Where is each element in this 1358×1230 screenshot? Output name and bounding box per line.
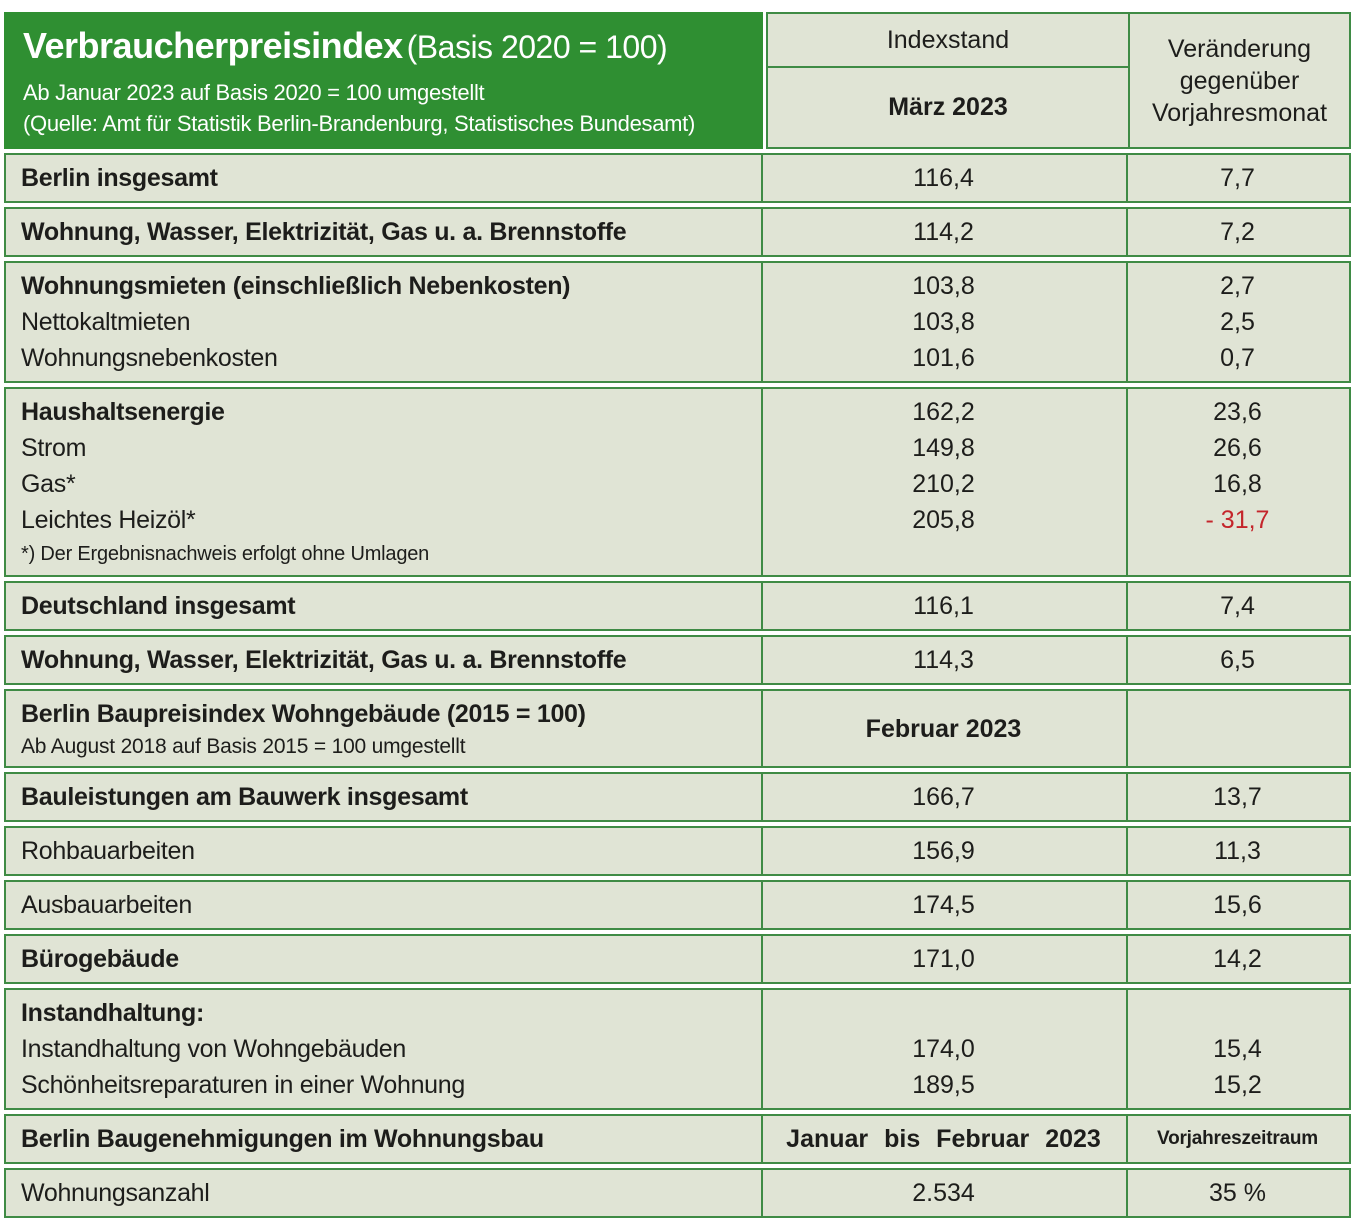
row-label-text: Nettokaltmieten	[21, 308, 191, 336]
change-value: 7,7	[1220, 164, 1255, 192]
row-sublabel: Ab August 2018 auf Basis 2015 = 100 umgestellt	[21, 735, 466, 758]
row-label-text: Wohnungsnebenkosten	[21, 344, 278, 372]
index-value: 116,4	[913, 164, 974, 192]
column-divider	[761, 1170, 763, 1216]
index-value: 101,6	[912, 344, 975, 372]
index-value: 2.534	[912, 1179, 975, 1207]
change-value: 15,6	[1213, 891, 1262, 919]
row-label-text: Berlin insgesamt	[21, 164, 218, 192]
index-value: 174,5	[912, 891, 975, 919]
row-label	[6, 588, 761, 624]
row-label	[6, 1121, 761, 1157]
column-divider	[761, 828, 763, 874]
table-row	[4, 387, 1351, 577]
change-value: 7,2	[1220, 218, 1255, 246]
column-divider	[1126, 209, 1128, 255]
row-grid	[6, 828, 1349, 874]
column-divider	[761, 691, 763, 766]
row-label-text: Berlin Baupreisindex Wohngebäude (2015 = 100)	[21, 700, 586, 728]
column-divider	[761, 774, 763, 820]
column-divider	[761, 882, 763, 928]
row-grid	[6, 209, 1349, 255]
row-label	[6, 160, 761, 196]
column-headers	[766, 12, 1351, 149]
row-grid	[6, 774, 1349, 820]
index-value: 174,0	[912, 1035, 975, 1063]
row-label-text: Wohnungsmieten (einschließlich Nebenkosten)	[21, 272, 571, 300]
table-row	[4, 689, 1351, 768]
row-label	[6, 1175, 761, 1211]
change-value: 15,2	[1213, 1071, 1262, 1099]
index-value	[761, 995, 1126, 1031]
row-grid	[6, 936, 1349, 982]
table-row	[4, 1168, 1351, 1218]
row-grid	[6, 155, 1349, 201]
row-label-text: Rohbauarbeiten	[21, 837, 195, 865]
row-label	[6, 394, 761, 430]
row-grid	[6, 583, 1349, 629]
footnote: *) Der Ergebnisnachweis erfolgt ohne Umlagen	[21, 543, 430, 565]
row-label	[6, 1031, 761, 1067]
index-value: 114,3	[913, 646, 974, 674]
index-value: 210,2	[912, 470, 975, 498]
row-label-text: Bürogebäude	[21, 945, 179, 973]
row-label-text: Leichtes Heizöl*	[21, 506, 196, 534]
index-value: 116,1	[913, 592, 974, 620]
change-value: 15,4	[1213, 1035, 1262, 1063]
row-label	[6, 214, 761, 250]
index-header-label: Indexstand	[768, 14, 1128, 68]
change-value: 26,6	[1213, 434, 1262, 462]
row-label-text: Haushaltsenergie	[21, 398, 225, 426]
column-divider	[1126, 936, 1128, 982]
change-value	[1126, 711, 1349, 747]
row-grid	[6, 990, 1349, 1108]
row-label	[6, 995, 761, 1031]
row-label	[6, 833, 761, 869]
column-divider	[761, 583, 763, 629]
column-divider	[1126, 774, 1128, 820]
column-divider	[1126, 155, 1128, 201]
column-divider	[1126, 1116, 1128, 1162]
row-label-text: Deutschland insgesamt	[21, 592, 296, 620]
title-source: (Quelle: Amt für Statistik Berlin-Brandenburg, Statistisches Bundesamt)	[23, 111, 696, 136]
row-label-text: Wohnung, Wasser, Elektrizität, Gas u. a. Brennstoffe	[21, 218, 627, 246]
change-value: 6,5	[1220, 646, 1255, 674]
table-row	[4, 261, 1351, 383]
row-grid	[6, 1170, 1349, 1216]
column-divider	[761, 936, 763, 982]
index-value: 166,7	[912, 783, 975, 811]
row-label	[6, 779, 761, 815]
table-row	[4, 1114, 1351, 1164]
change-value	[1126, 995, 1349, 1031]
column-divider	[1126, 583, 1128, 629]
change-value: 13,7	[1213, 783, 1262, 811]
change-column-header: Veränderung gegenüber Vorjahresmonat	[1128, 14, 1349, 147]
table-row	[4, 988, 1351, 1110]
change-value: 14,2	[1213, 945, 1262, 973]
index-value: Februar 2023	[865, 714, 1022, 743]
title-subtitle: Ab Januar 2023 auf Basis 2020 = 100 umgestellt	[23, 80, 485, 105]
row-grid	[6, 691, 1349, 766]
row-label-text: Instandhaltung von Wohngebäuden	[21, 1035, 407, 1063]
page-title	[23, 23, 745, 77]
column-divider	[761, 1116, 763, 1162]
table-row	[4, 880, 1351, 930]
row-label-text: Strom	[21, 434, 87, 462]
index-value: 149,8	[912, 434, 975, 462]
change-value: 35 %	[1209, 1179, 1266, 1207]
row-label-text: Berlin Baugenehmigungen im Wohnungsbau	[21, 1125, 544, 1153]
row-label	[6, 430, 761, 466]
index-value: 162,2	[912, 398, 975, 426]
index-value: 205,8	[912, 506, 975, 534]
row-label-text: Wohnung, Wasser, Elektrizität, Gas u. a. Brennstoffe	[21, 646, 627, 674]
title-main: Verbraucherpreisindex	[23, 25, 403, 66]
row-label	[6, 941, 761, 977]
row-grid	[6, 882, 1349, 928]
row-label-text: Instandhaltung:	[21, 999, 204, 1027]
index-value: 103,8	[912, 272, 975, 300]
title-panel	[4, 12, 763, 149]
row-label	[6, 887, 761, 923]
change-value: 2,7	[1220, 272, 1255, 300]
change-value: 7,4	[1220, 592, 1255, 620]
column-divider	[761, 209, 763, 255]
column-divider	[1126, 389, 1128, 575]
index-value: 189,5	[912, 1071, 975, 1099]
table-row	[4, 635, 1351, 685]
row-label-text: Wohnungsanzahl	[21, 1179, 210, 1207]
table-row	[4, 934, 1351, 984]
row-label	[6, 502, 761, 538]
row-grid	[6, 389, 1349, 575]
column-divider	[1126, 1170, 1128, 1216]
row-grid	[6, 263, 1349, 381]
change-value: 16,8	[1213, 470, 1262, 498]
row-grid	[6, 1116, 1349, 1162]
change-value: 2,5	[1220, 308, 1255, 336]
index-value: 156,9	[912, 837, 975, 865]
index-value: Januar bis Februar 2023	[786, 1125, 1101, 1153]
table-rows	[4, 153, 1351, 1218]
change-value: 11,3	[1214, 837, 1261, 865]
row-label	[6, 340, 761, 376]
table-row	[4, 826, 1351, 876]
column-divider	[761, 263, 763, 381]
column-divider	[1126, 828, 1128, 874]
change-value: - 31,7	[1205, 506, 1270, 534]
row-label	[6, 696, 761, 761]
index-value: 103,8	[912, 308, 975, 336]
index-value: 171,0	[912, 945, 975, 973]
index-value: 114,2	[913, 218, 974, 246]
change-value: 0,7	[1220, 344, 1255, 372]
row-label	[6, 304, 761, 340]
table-row	[4, 581, 1351, 631]
column-divider	[1126, 882, 1128, 928]
row-label-text: Ausbauarbeiten	[21, 891, 192, 919]
row-label	[6, 642, 761, 678]
index-month-label: März 2023	[888, 93, 1008, 121]
column-divider	[1126, 263, 1128, 381]
index-column-header	[768, 14, 1128, 147]
column-divider	[1126, 691, 1128, 766]
table-row	[4, 153, 1351, 203]
row-label-text: Schönheitsreparaturen in einer Wohnung	[21, 1071, 465, 1099]
row-label-text: Gas*	[21, 470, 76, 498]
row-label-text: Bauleistungen am Bauwerk insgesamt	[21, 783, 468, 811]
row-label	[6, 268, 761, 304]
column-divider	[761, 990, 763, 1108]
column-divider	[761, 389, 763, 575]
column-divider	[1126, 637, 1128, 683]
change-value: Vorjahreszeitraum	[1157, 1128, 1318, 1149]
table-row	[4, 207, 1351, 257]
column-divider	[761, 155, 763, 201]
table-row	[4, 772, 1351, 822]
change-value: 23,6	[1213, 398, 1262, 426]
title-basis: (Basis 2020 = 100)	[406, 29, 668, 65]
table-header	[4, 12, 1351, 149]
column-divider	[1126, 990, 1128, 1108]
column-divider	[761, 637, 763, 683]
row-label	[6, 466, 761, 502]
row-grid	[6, 637, 1349, 683]
row-label	[6, 1067, 761, 1103]
